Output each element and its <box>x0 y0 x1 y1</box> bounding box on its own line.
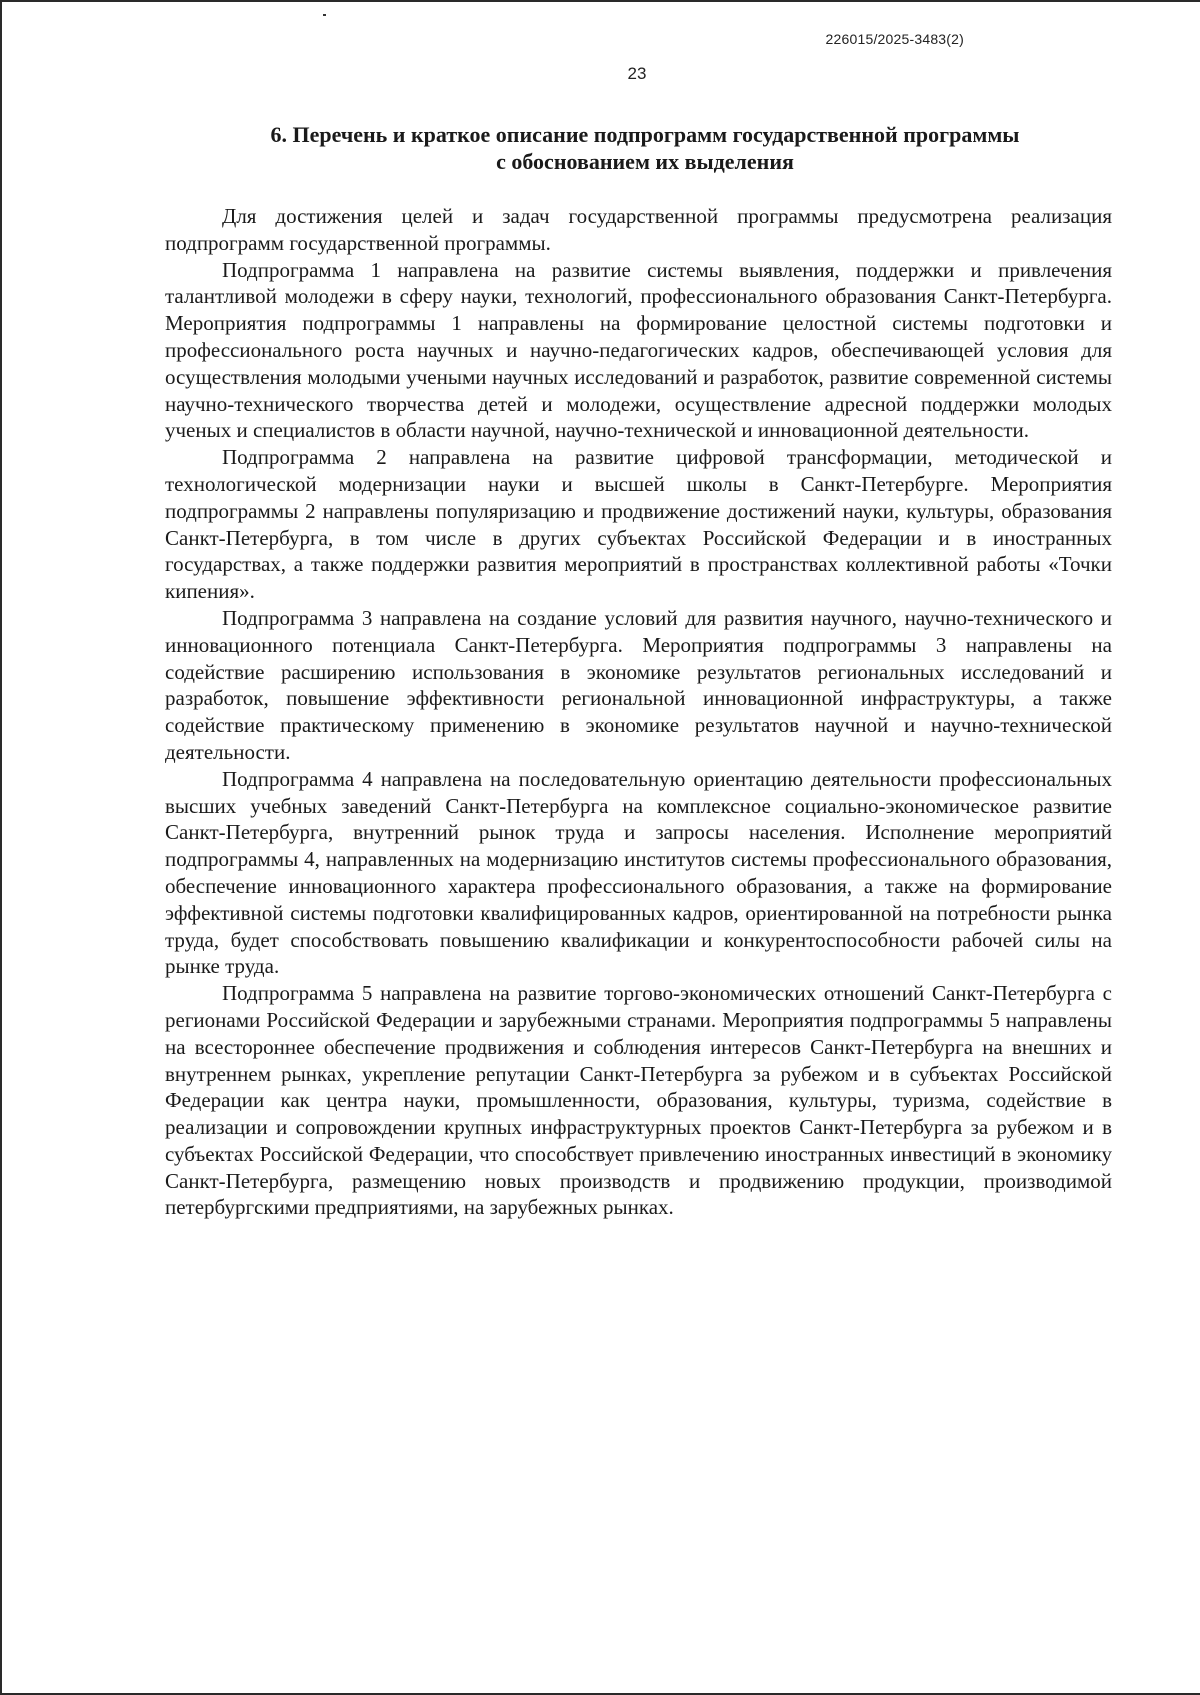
paragraph-subprogram-5: Подпрограмма 5 направлена на развитие торгово-экономических отношений Санкт-Петербурга с регионами Российской Федерации и зарубежными странами. Мероприятия подпрограммы 5 направлены на всестороннее обеспечение продвижения и соблюдения интересов Санкт-Петербурга на внешних и внутреннем рынках, укрепление репутации Санкт-Петербурга за рубежом и в субъектах Российской Федерации как центра науки, промышленности, образования, культуры, туризма, содействие в реализации и сопровождении крупных инфраструктурных проектов Санкт-Петербурга за рубежом и в субъектах Российской Федерации, что способствует привлечению иностранных инвестиций в экономику Санкт-Петербурга, размещению новых производств и продвижению продукции, производимой петербургскими предприятиями, на зарубежных рынках. <box>165 981 1112 1220</box>
paragraph-subprogram-4: Подпрограмма 4 направлена на последовательную ориентацию деятельности профессиональных высших учебных заведений Санкт-Петербурга на комплексное социально-экономическое развитие Санкт-Петербурга, внутренний рынок труда и запросы населения. Исполнение мероприятий подпрограммы 4, направленных на модернизацию институтов системы профессионального образования, обеспечение инновационного характера профессионального образования, а также на формирование эффективной системы подготовки квалифицированных кадров, ориентированной на потребности рынка труда, будет способствовать повышению квалификации и конкурентоспособности рабочей силы на рынке труда. <box>165 766 1112 979</box>
section-heading-line-1: 6. Перечень и краткое описание подпрограмм государственной программы <box>270 122 1020 147</box>
paragraph-subprogram-2: Подпрограмма 2 направлена на развитие цифровой трансформации, методической и технологической модернизации науки и высшей школы в Санкт-Петербурге. Мероприятия подпрограммы 2 направлены популяризацию и продвижение достижений науки, культуры, образования Санкт-Петербурга, в том числе в других субъектах Российской Федерации и в иностранных государствах, а также поддержки развития мероприятий в пространствах коллективной работы «Точки кипения». <box>165 445 1112 604</box>
section-heading-line-2: с обоснованием их выделения <box>496 149 794 174</box>
document-reference-number: 226015/2025-3483(2) <box>825 31 964 47</box>
scan-border-top <box>0 0 1200 2</box>
paragraph-intro: Для достижения целей и задач государственной программы предусмотрена реализация подпрограмм государственной программы. <box>165 204 1112 255</box>
section-heading <box>200 121 1090 175</box>
scan-artifact <box>323 14 326 16</box>
paragraph-subprogram-3: Подпрограмма 3 направлена на создание условий для развития научного, научно-технического и инновационного потенциала Санкт-Петербурга. Мероприятия подпрограммы 3 направлены на содействие расширению использования в экономике результатов региональных исследований и разработок, повышение эффективности региональной инновационной инфраструктуры, а также содействие практическому применению в экономике результатов научной и научно-технической деятельности. <box>165 605 1112 764</box>
paragraph-subprogram-1: Подпрограмма 1 направлена на развитие системы выявления, поддержки и привлечения талантливой молодежи в сферу науки, технологий, профессионального образования Санкт-Петербурга. Мероприятия подпрограммы 1 направлены на формирование целостной системы подготовки и профессионального роста научных и научно-педагогических кадров, обеспечивающей условия для осуществления молодыми учеными научных исследований и разработок, развитие современной системы научно-технического творчества детей и молодежи, осуществление адресной поддержки молодых ученых и специалистов в области научной, научно-технической и инновационной деятельности. <box>165 257 1112 443</box>
document-body <box>165 203 1112 1221</box>
scan-border-left <box>0 0 2 1695</box>
page-number: 23 <box>627 64 647 83</box>
